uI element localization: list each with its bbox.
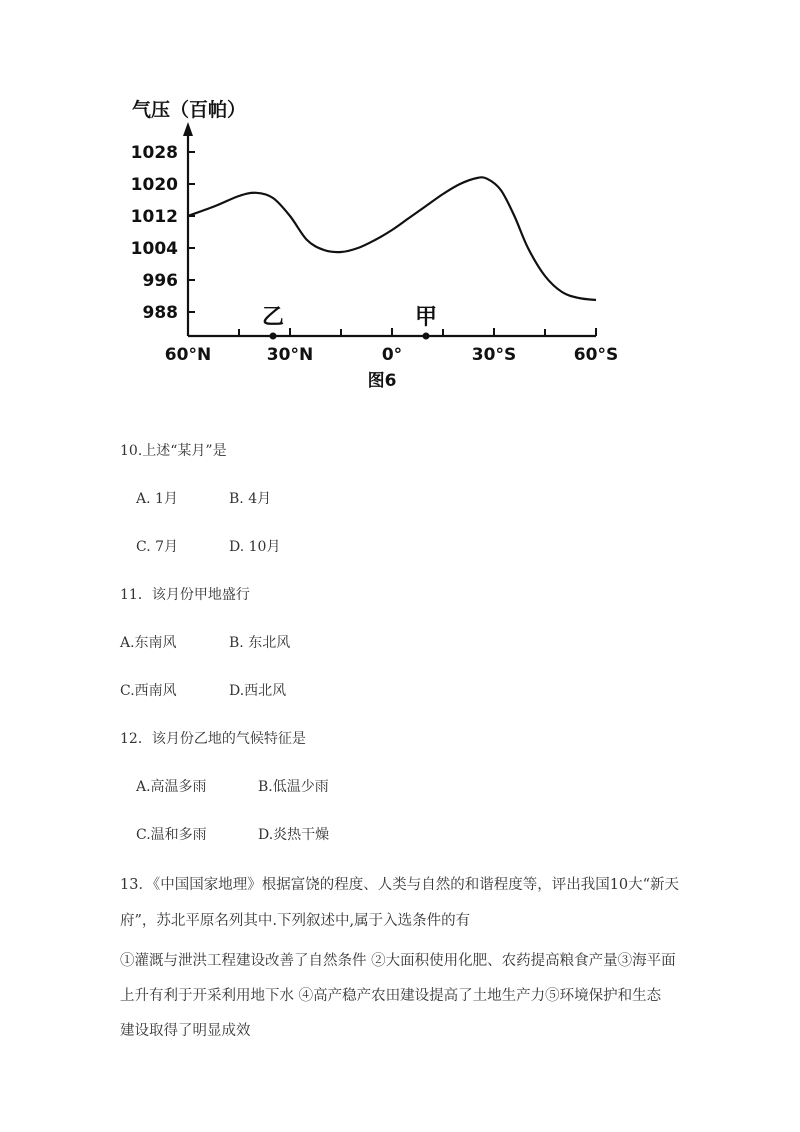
y-tick-label: 996 xyxy=(142,271,178,291)
pressure-curve xyxy=(188,177,596,300)
q13-choices-line-2: 上升有利于开采利用地下水 ④高产稳产农田建设提高了土地生产力⑤环境保护和生态 xyxy=(120,988,662,1004)
x-ticks xyxy=(165,328,618,365)
location-label: 甲 xyxy=(414,305,438,330)
q12-option-d: D.炎热干燥 xyxy=(258,827,330,843)
series-group xyxy=(188,177,596,300)
x-tick-label: 30°S xyxy=(471,345,517,365)
location-dot xyxy=(423,333,430,340)
question-10: 10.上述“某月”是 xyxy=(120,443,227,459)
pressure-chart xyxy=(100,88,660,408)
location-label: 乙 xyxy=(261,305,285,330)
q12-option-a: A.高温多雨 xyxy=(136,779,207,795)
question-13-choices xyxy=(120,944,680,1049)
q11-option-c: C.西南风 xyxy=(120,683,177,699)
q12-option-b: B.低温少雨 xyxy=(258,779,329,795)
x-tick-label: 0° xyxy=(381,345,403,365)
q10-option-d: D. 10月 xyxy=(229,539,281,555)
y-tick-label: 1004 xyxy=(130,239,178,259)
question-13-stem xyxy=(120,867,680,939)
q10-option-a: A. 1月 xyxy=(136,491,178,507)
q13-line-1: 13．《中国国家地理》根据富饶的程度、人类与自然的和谐程度等，评出我国10大“新天 xyxy=(120,877,680,893)
x-tick-label: 60°N xyxy=(164,345,212,365)
question-11: 11．该月份甲地盛行 xyxy=(120,587,250,603)
y-axis-arrow xyxy=(183,122,193,136)
q12-option-c: C.温和多雨 xyxy=(136,827,207,843)
y-tick-label: 988 xyxy=(142,303,178,323)
x-tick-label: 60°S xyxy=(573,345,619,365)
y-tick-label: 1020 xyxy=(130,175,178,195)
q11-option-d: D.西北风 xyxy=(229,683,287,699)
q13-line-2: 府”，苏北平原名列其中.下列叙述中,属于入选条件的有 xyxy=(120,913,471,929)
q13-choices-line-1: ①灌溉与泄洪工程建设改善了自然条件 ②大面积使用化肥、农药提高粮食产量③海平面 xyxy=(120,953,676,969)
y-tick-label: 1028 xyxy=(130,143,178,163)
x-tick-label: 30°N xyxy=(266,345,314,365)
chart-axes xyxy=(183,122,596,336)
location-dot xyxy=(270,333,277,340)
q11-option-a: A.东南风 xyxy=(120,635,177,651)
markers-group xyxy=(262,305,437,340)
y-axis-title: 气压（百帕） xyxy=(132,99,247,121)
question-12: 12．该月份乙地的气候特征是 xyxy=(120,731,306,747)
q11-option-b: B. 东北风 xyxy=(229,635,291,651)
figure-caption: 图6 xyxy=(367,371,397,391)
y-ticks xyxy=(131,143,195,323)
q10-option-b: B. 4月 xyxy=(229,491,272,507)
q13-choices-line-3: 建设取得了明显成效 xyxy=(120,1023,251,1039)
y-tick-label: 1012 xyxy=(130,207,178,227)
q10-option-c: C. 7月 xyxy=(136,539,179,555)
